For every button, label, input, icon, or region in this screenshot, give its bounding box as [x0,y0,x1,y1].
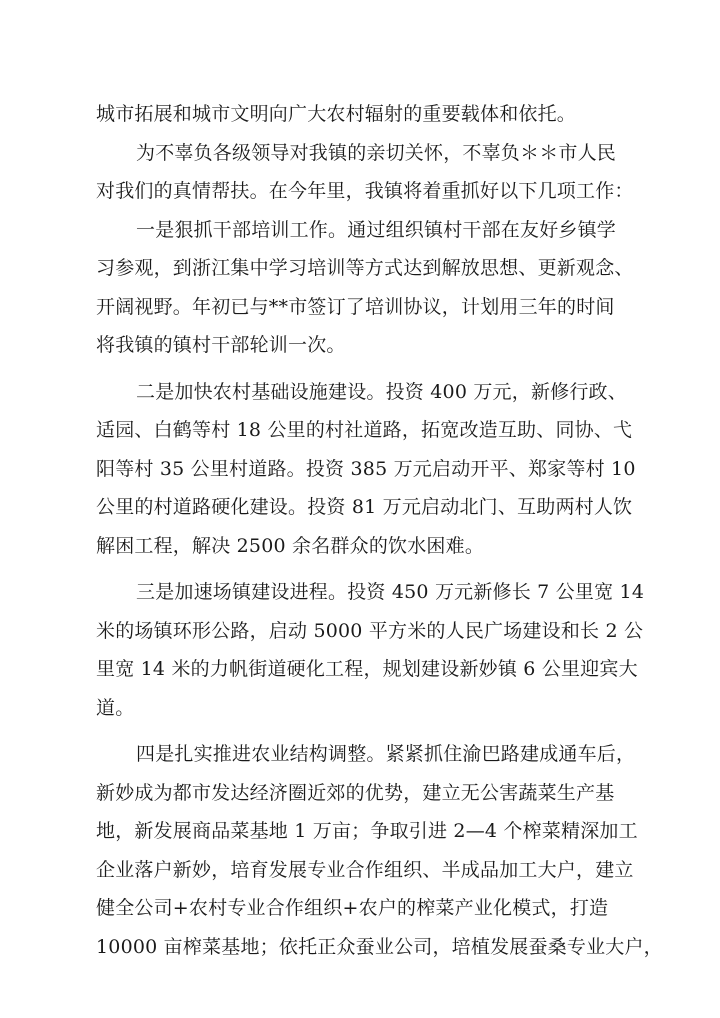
text-line: 公里的村道路硬化建设。投资 81 万元启动北门、互助两村人饮 [96,496,633,518]
text-line: 米的场镇环形公路，启动 5000 平方米的人民广场建设和长 2 公 [96,619,644,642]
text-line: 适园、白鹤等村 18 公里的村社道路，拓宽改造互助、同协、弋 [96,419,633,441]
paragraph [96,735,661,966]
text-line: 开阔视野。年初已与**市签订了培训协议，计划用三年的时间 [96,295,615,318]
text-line: 城市拓展和城市文明向广大农村辐射的重要载体和依托。 [96,103,577,125]
paragraph [96,134,661,211]
text-line: 解困工程，解决 2500 余名群众的饮水困难。 [96,534,485,557]
text-line: 三是加速场镇建设进程。投资 450 万元新修长 7 公里宽 14 [136,581,645,603]
paragraph [96,211,661,365]
paragraph-gap [96,727,661,735]
text-line: 10000 亩榨菜基地；依托正众蚕业公司，培植发展蚕桑专业大户， [96,935,663,958]
text-line: 将我镇的镇村干部轮训一次。 [96,334,346,356]
text-line: 健全公司+农村专业合作组织+农户的榨菜产业化模式，打造 [96,897,609,919]
text-line: 道。 [96,696,135,719]
text-line: 为不辜负各级领导对我镇的亲切关怀，不辜负＊＊市人民 [136,141,617,164]
paragraph [96,373,661,566]
text-line: 里宽 14 米的力帆街道硬化工程，规划建设新妙镇 6 公里迎宾大 [96,658,638,680]
document-body [96,95,661,966]
text-line: 对我们的真情帮扶。在今年里，我镇将着重抓好以下几项工作： [96,180,634,202]
paragraph-gap [96,365,661,373]
paragraph-gap [96,565,661,573]
paragraph [96,95,661,134]
text-line: 地，新发展商品菜基地 1 万亩；争取引进 2—4 个榨菜精深加工 [96,820,638,842]
text-line: 习参观，到浙江集中学习培训等方式达到解放思想、更新观念、 [96,257,634,279]
text-line: 四是扎实推进农业结构调整。紧紧抓住渝巴路建成通车后， [136,743,636,765]
text-line: 一是狠抓干部培训工作。通过组织镇村干部在友好乡镇学 [136,218,617,241]
text-line: 二是加快农村基础设施建设。投资 400 万元，新修行政、 [136,380,627,403]
text-line: 阳等村 35 公里村道路。投资 385 万元启动开平、郑家等村 10 [96,457,636,480]
text-line: 企业落户新妙，培育发展专业合作组织、半成品加工大户，建立 [96,858,634,881]
text-line: 新妙成为都市发达经济圈近郊的优势，建立无公害蔬菜生产基 [96,781,615,804]
paragraph [96,573,661,727]
